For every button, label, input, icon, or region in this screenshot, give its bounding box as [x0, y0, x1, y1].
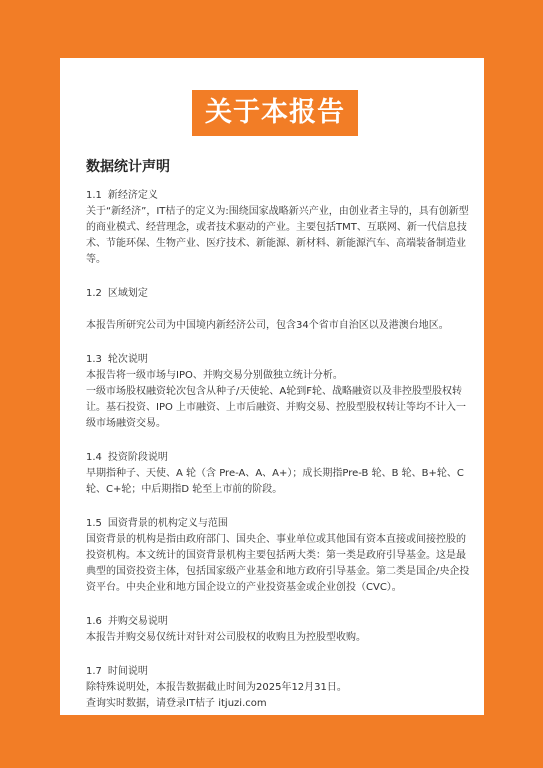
- section-title-text: 轮次说明: [107, 354, 148, 365]
- section-title-text: 区域划定: [107, 288, 148, 299]
- section-1-4: [86, 450, 470, 498]
- report-title: 关于本报告: [192, 90, 358, 136]
- section-title-text: 投资阶段说明: [107, 452, 168, 463]
- section-paragraph: 本报告并购交易仅统计对针对公司股权的收购且为控股型收购。: [86, 632, 366, 643]
- section-title-text: 时间说明: [107, 666, 148, 677]
- section-title-text: 并购交易说明: [107, 616, 168, 627]
- section-paragraph: 国资背景的机构是指由政府部门、国央企、事业单位或其他国有资本直接或间接控股的投资机构。本文统计的国资背景机构主要包括两大类：第一类是政府引导基金。这是最典型的国资投资主体，包括国家级产业基金和地方政府引导基金。第二类是国企/央企投资平台。中央企业和地方国企设立的产业投资基金或企业创投（CVC）。: [86, 534, 470, 593]
- section-1-6: [86, 614, 470, 646]
- section-paragraph: 关于“新经济”，IT桔子的定义为:围绕国家战略新兴产业，由创业者主导的，具有创新型的商业模式、经营理念，或者技术驱动的产业。主要包括TMT、互联网、新一代信息技术、节能环保、生物产业、医疗技术、新能源、新材料、新能源汽车、高端装备制造业等。: [86, 206, 469, 265]
- section-heading: 数据统计声明: [86, 159, 170, 175]
- statement-content: [86, 188, 470, 730]
- section-title: [86, 286, 470, 302]
- section-number: 1.7: [86, 666, 102, 677]
- report-page: [60, 58, 484, 715]
- section-1-7: [86, 664, 470, 712]
- section-number: 1.1: [86, 190, 102, 201]
- section-paragraph: 本报告将一级市场与IPO、并购交易分别做独立统计分析。: [86, 370, 343, 381]
- section-title-text: 新经济定义: [107, 190, 158, 201]
- section-number: 1.6: [86, 616, 102, 627]
- section-title-text: 国资背景的机构定义与范围: [107, 518, 228, 529]
- section-number: 1.5: [86, 518, 102, 529]
- section-number: 1.4: [86, 452, 102, 463]
- section-title: [86, 450, 470, 466]
- section-title: [86, 516, 470, 532]
- section-paragraph: 查询实时数据，请登录IT桔子 itjuzi.com: [86, 698, 267, 709]
- section-title: [86, 188, 470, 204]
- section-1-5: [86, 516, 470, 596]
- section-title: [86, 664, 470, 680]
- spacer: [86, 302, 470, 318]
- section-1-1: [86, 188, 470, 268]
- section-paragraph: 本报告所研究公司为中国境内新经济公司，包含34个省市自治区以及港澳台地区。: [86, 320, 449, 331]
- section-1-2: [86, 286, 470, 334]
- section-title: [86, 614, 470, 630]
- section-paragraph: 一级市场股权融资轮次包含从种子/天使轮、A轮到F轮、战略融资以及非控股型股权转让。基石投资、IPO 上市融资、上市后融资、并购交易、控股型股权转让等均不计入一级市场融资交易。: [86, 386, 467, 429]
- section-number: 1.2: [86, 288, 102, 299]
- section-paragraph: 早期指种子、天使、A 轮（含 Pre-A、A、A+）；成长期指Pre-B 轮、B 轮、B+轮、C 轮、C+轮；中后期指D 轮至上市前的阶段。: [86, 468, 464, 495]
- section-paragraph: 除特殊说明处，本报告数据截止时间为2025年12月31日。: [86, 682, 347, 693]
- section-title: [86, 352, 470, 368]
- section-1-3: [86, 352, 470, 432]
- section-number: 1.3: [86, 354, 102, 365]
